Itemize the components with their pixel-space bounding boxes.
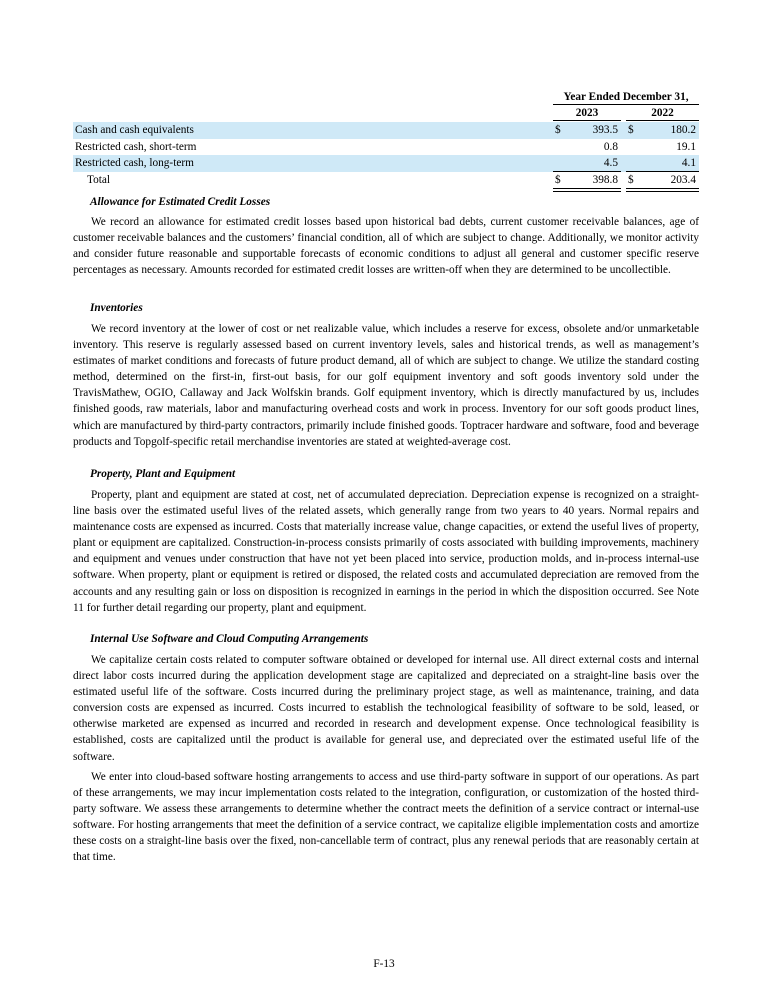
row-label: Cash and cash equivalents bbox=[75, 124, 194, 136]
paragraph-ppe: Property, plant and equipment are stated at cost, net of accumulated depreciation. Depreciation expense is recognized on a straight-line basis over the estimated useful lives of the related assets, which generally range from two years to 40 years. Normal repairs and maintenance costs are expensed as incurred. Costs that materially increase value, change capacities, or extend the useful lives of property, plant or equipment are capitalized. Construction-in-process consists primarily of costs associated with building improvements, machinery and equipment and venues under construction that have not yet been placed into service, production molds, and in-process internal-use software. When property, plant or equipment is retired or disposed, the related costs and accumulated depreciation are removed from the accounts and any resulting gain or loss on disposition is recognized in earnings in the period in which the disposition occurred. See Note 11 for further detail regarding our property, plant and equipment. bbox=[73, 489, 699, 614]
value-2023: 398.8 bbox=[592, 174, 618, 186]
section-heading-ppe: Property, Plant and Equipment bbox=[90, 468, 236, 480]
value-2022: 180.2 bbox=[670, 124, 696, 136]
value-2022: 4.1 bbox=[681, 157, 696, 169]
total-double-rule-2023 bbox=[553, 188, 621, 192]
table-row bbox=[73, 155, 699, 172]
currency-symbol: $ bbox=[628, 174, 634, 186]
table-row bbox=[73, 122, 699, 139]
paragraph-inventories: We record inventory at the lower of cost or net realizable value, which includes a reserve for excess, obsolete and/or unmarketable inventory. This reserve is regularly assessed based on current inventory levels, sales and historical trends, as well as management’s estimates of market conditions and forecasts of future product demand, all of which are subject to change. We utilize the standard costing method, determined on the first-in, first-out basis, for our golf equipment inventory and soft goods inventory sold under the TravisMathew, OGIO, Callaway and Jack Wolfskin brands. Golf equipment inventory, which is directly manufactured by us, includes finished goods, raw materials, labor and manufacturing overhead costs and work in process. Inventory for our soft goods product lines, which are manufactured by third-party contractors, primarily include finished goods. Toptracer hardware and software, food and beverage products and Topgolf-specific retail merchandise inventories are stated at weighted-average cost. bbox=[73, 323, 699, 448]
year-rule-2022 bbox=[626, 120, 699, 121]
currency-symbol: $ bbox=[555, 174, 561, 186]
paragraph-credit-losses: We record an allowance for estimated credit losses based upon historical bad debts, current customer receivable balances, age of customer receivable balances and the customers’ financial condition, all of which are subject to change. Additionally, we monitor activity and consider future reasonable and supportable forecasts of economic conditions to adjust all general and customer specific reserve percentages as necessary. Amounts recorded for estimated credit losses are written-off when they are determined to be uncollectible. bbox=[73, 216, 699, 277]
section-heading-internal-software: Internal Use Software and Cloud Computing Arrangements bbox=[90, 633, 369, 645]
table-header-period: Year Ended December 31, bbox=[563, 91, 689, 103]
table-row-total bbox=[73, 172, 699, 189]
value-2022: 19.1 bbox=[676, 141, 696, 153]
value-2023: 4.5 bbox=[603, 157, 618, 169]
row-label: Total bbox=[87, 174, 111, 186]
paragraph-cloud-computing: We enter into cloud-based software hosting arrangements to access and use third-party software in support of our operations. As part of these arrangements, we may incur implementation costs related to the integration, configuration, or customization of the hosted third-party software. We assess these arrangements to determine whether the contract meets the definition of a service contract or internal-use software. For hosting arrangements that meet the definition of a service contract, we capitalize eligible implementation costs and amortize these costs on a straight-line basis over the fixed, non-cancellable term of contract, plus any renewal periods that are reasonably certain at that time. bbox=[73, 771, 699, 864]
header-rule bbox=[553, 104, 699, 105]
section-heading-credit-losses: Allowance for Estimated Credit Losses bbox=[90, 196, 271, 208]
page-number: F-13 bbox=[373, 958, 395, 970]
total-double-rule-2022 bbox=[626, 188, 699, 192]
year-rule-2023 bbox=[553, 120, 621, 121]
section-heading-inventories: Inventories bbox=[90, 302, 143, 314]
row-label: Restricted cash, short-term bbox=[75, 141, 197, 153]
column-header-2023: 2023 bbox=[575, 107, 599, 119]
value-2023: 0.8 bbox=[603, 141, 618, 153]
paragraph-internal-software: We capitalize certain costs related to computer software obtained or developed for internal use. All direct external costs and internal direct labor costs incurred during the application development stage are capitalized and depreciated on a straight-line basis over the estimated useful life of the software. Costs incurred during the preliminary project stage, as well as maintenance, training, and data conversion costs are expensed as incurred. Costs incurred to establish the technological feasibility of software to be sold, leased, or otherwise marketed are expensed as incurred and recorded in research and development expense. Once technological feasibility is established, costs are capitalized until the product is available for general use, and depreciated over the estimated useful life of the software. bbox=[73, 654, 699, 763]
table-row bbox=[73, 139, 699, 156]
column-header-2022: 2022 bbox=[651, 107, 674, 119]
currency-symbol: $ bbox=[555, 124, 561, 136]
value-2023: 393.5 bbox=[592, 124, 618, 136]
value-2022: 203.4 bbox=[670, 174, 696, 186]
row-label: Restricted cash, long-term bbox=[75, 157, 194, 169]
currency-symbol: $ bbox=[628, 124, 634, 136]
